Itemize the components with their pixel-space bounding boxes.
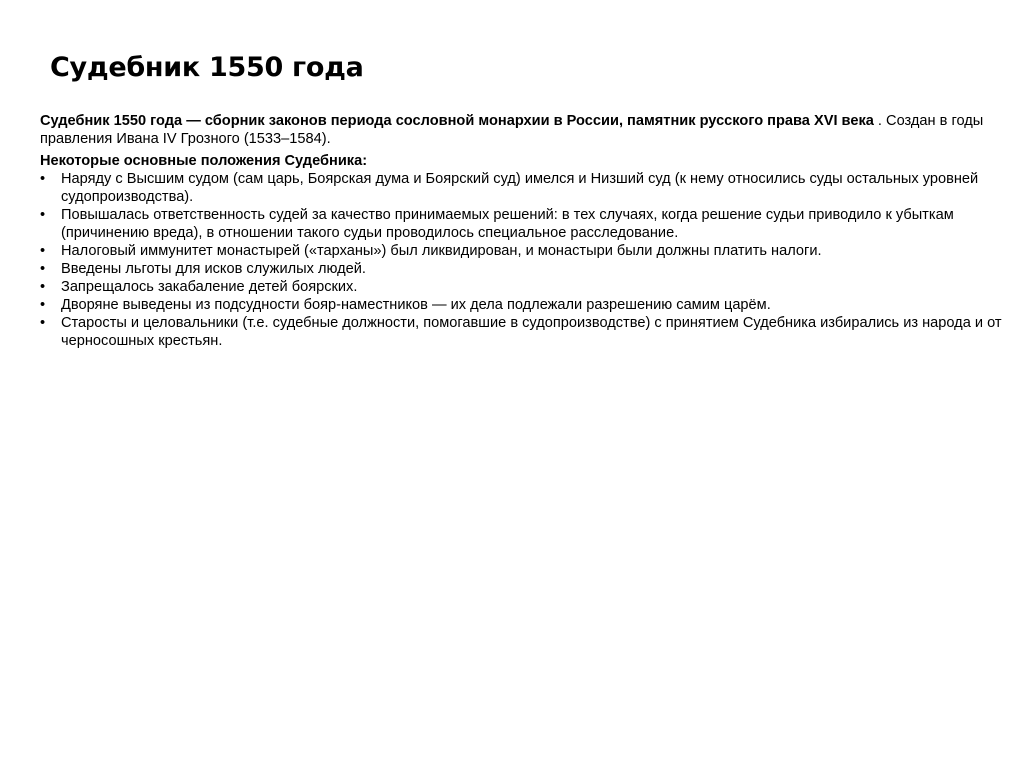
provisions-heading: Некоторые основные положения Судебника:	[40, 153, 368, 169]
intro-rest: . Создан в годы правления Ивана IV Грозного (1533–1584).	[40, 113, 984, 147]
list-item-text: Повышалась ответственность судей за качество принимаемых решений: в тех случаях, когда решение судьи приводило к убыткам (причинению вреда), в отношении такого судьи проводилось специальное расследование.	[61, 207, 954, 241]
list-item	[40, 242, 1016, 260]
slide-title: Судебник 1550 года	[50, 52, 364, 83]
bullet-icon: •	[40, 297, 46, 313]
bullet-icon: •	[40, 171, 46, 187]
list-item-text: Введены льготы для исков служилых людей.	[61, 261, 366, 277]
list-item	[40, 296, 1016, 314]
list-item	[40, 278, 1016, 296]
list-item	[40, 260, 1016, 278]
bullet-icon: •	[40, 315, 46, 331]
list-item-text: Налоговый иммунитет монастырей («тарханы») был ликвидирован, и монастыри были должны платить налоги.	[61, 243, 822, 259]
intro-paragraph	[40, 112, 1016, 148]
intro-lead: Судебник 1550 года — сборник законов периода сословной монархии в России, памятник русского права XVI века	[40, 113, 874, 129]
list-item	[40, 206, 1016, 242]
list-item-text: Наряду с Высшим судом (сам царь, Боярская дума и Боярский суд) имелся и Низший суд (к нему относились суды остальных уровней судопроизводства).	[61, 171, 979, 205]
list-item	[40, 314, 1016, 350]
provisions-list	[40, 170, 1016, 350]
bullet-icon: •	[40, 279, 46, 295]
list-item-text: Старосты и целовальники (т.е. судебные должности, помогавшие в судопроизводстве) с принятием Судебника избирались из народа и от черносошных крестьян.	[61, 315, 1002, 349]
bullet-icon: •	[40, 243, 46, 259]
list-item	[40, 170, 1016, 206]
bullet-icon: •	[40, 207, 46, 223]
list-item-text: Запрещалось закабаление детей боярских.	[61, 279, 358, 295]
slide-content	[40, 112, 1016, 350]
bullet-icon: •	[40, 261, 46, 277]
list-item-text: Дворяне выведены из подсудности бояр-наместников — их дела подлежали разрешению самим царём.	[61, 297, 771, 313]
